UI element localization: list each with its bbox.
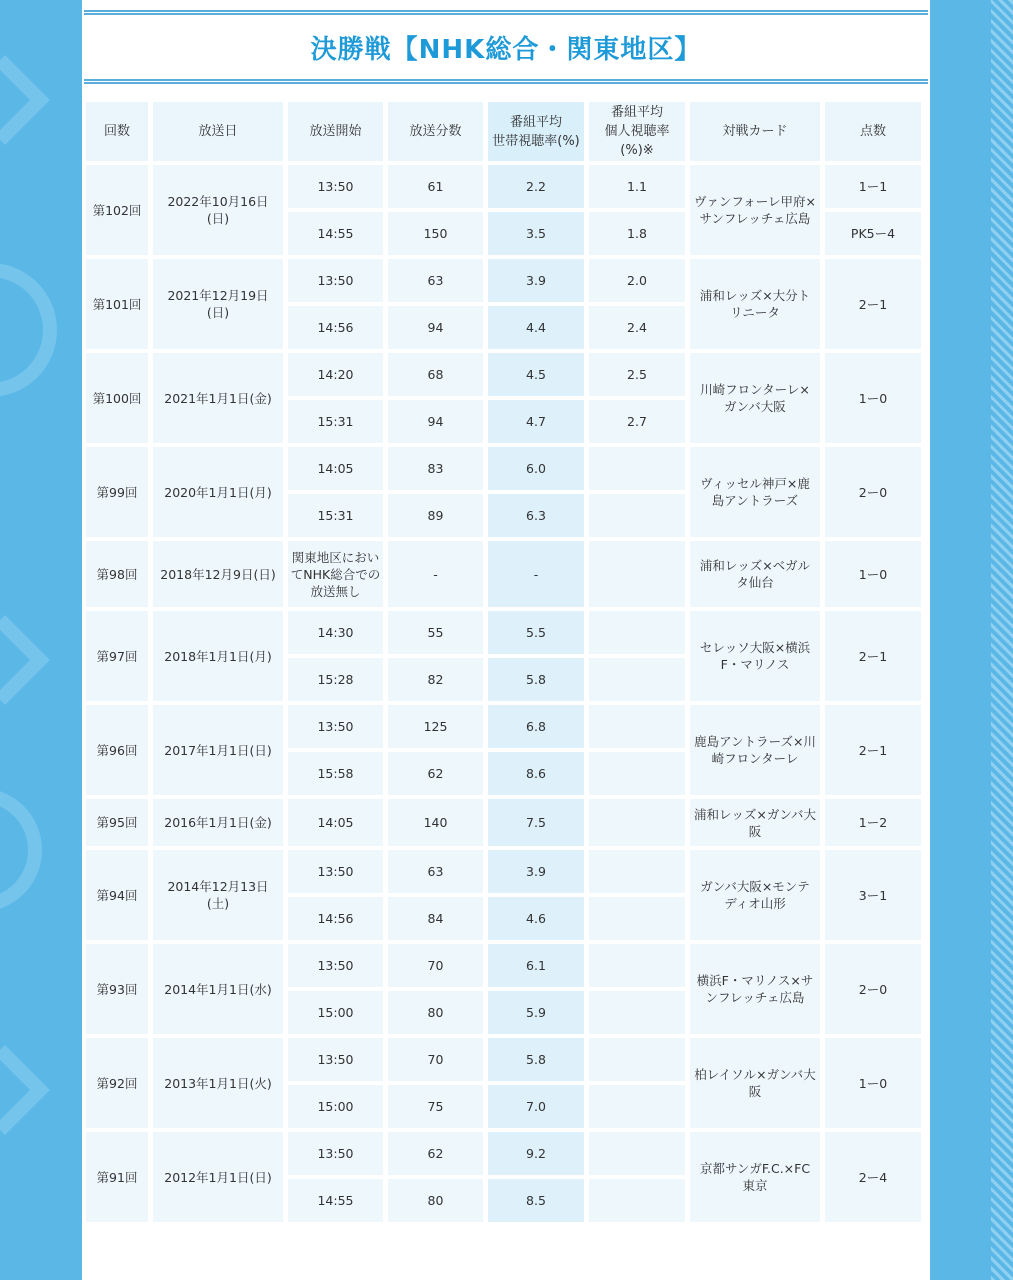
start-cell: 13:50	[288, 850, 383, 893]
minutes-cell: 61	[388, 165, 483, 208]
match-cell: 川崎フロンターレ×ガンバ大阪	[690, 353, 820, 443]
household-cell: 8.6	[488, 752, 584, 795]
match-cell: セレッソ大阪×横浜F・マリノス	[690, 611, 820, 701]
match-cell: 浦和レッズ×大分トリニータ	[690, 259, 820, 349]
start-cell: 13:50	[288, 944, 383, 987]
personal-cell: 2.5	[589, 353, 685, 396]
round-cell: 第99回	[86, 447, 148, 537]
household-cell: 5.5	[488, 611, 584, 654]
household-cell: 5.9	[488, 991, 584, 1034]
minutes-cell: 82	[388, 658, 483, 701]
header-date: 放送日	[153, 102, 283, 161]
round-cell: 第94回	[86, 850, 148, 940]
table-row	[86, 799, 921, 846]
table-row	[86, 944, 921, 987]
start-cell: 14:55	[288, 212, 383, 255]
minutes-cell: 125	[388, 705, 483, 748]
date-cell: 2021年12月19日(日)	[153, 259, 283, 349]
match-cell: 横浜F・マリノス×サンフレッチェ広島	[690, 944, 820, 1034]
start-cell: 13:50	[288, 165, 383, 208]
personal-cell	[589, 799, 685, 846]
personal-cell: 2.0	[589, 259, 685, 302]
minutes-cell: 89	[388, 494, 483, 537]
start-cell: 14:56	[288, 897, 383, 940]
minutes-cell: 94	[388, 306, 483, 349]
table-row	[86, 611, 921, 654]
round-cell: 第101回	[86, 259, 148, 349]
personal-cell	[589, 752, 685, 795]
minutes-cell: 75	[388, 1085, 483, 1128]
minutes-cell: 62	[388, 752, 483, 795]
header-match: 対戦カード	[690, 102, 820, 161]
household-cell: 3.9	[488, 259, 584, 302]
score-cell: 1ー0	[825, 1038, 921, 1128]
header-start: 放送開始	[288, 102, 383, 161]
personal-cell	[589, 611, 685, 654]
personal-cell: 1.1	[589, 165, 685, 208]
personal-cell	[589, 1179, 685, 1222]
minutes-cell: 140	[388, 799, 483, 846]
household-cell: 8.5	[488, 1179, 584, 1222]
score-cell: 2ー1	[825, 259, 921, 349]
round-cell: 第96回	[86, 705, 148, 795]
table-row	[86, 353, 921, 396]
date-cell: 2014年1月1日(水)	[153, 944, 283, 1034]
date-cell: 2020年1月1日(月)	[153, 447, 283, 537]
round-cell: 第93回	[86, 944, 148, 1034]
household-cell: 9.2	[488, 1132, 584, 1175]
header-personal-rating	[589, 102, 685, 161]
personal-cell	[589, 1132, 685, 1175]
household-cell: 7.5	[488, 799, 584, 846]
start-cell: 13:50	[288, 1132, 383, 1175]
header-personal-line1: 番組平均	[610, 105, 663, 120]
personal-cell	[589, 541, 685, 607]
start-cell: 15:58	[288, 752, 383, 795]
start-cell: 15:00	[288, 991, 383, 1034]
score-cell: 2ー0	[825, 447, 921, 537]
personal-cell	[589, 897, 685, 940]
table-row	[86, 1132, 921, 1175]
personal-cell: 2.4	[589, 306, 685, 349]
table-row	[86, 165, 921, 208]
match-cell: ヴァンフォーレ甲府×サンフレッチェ広島	[690, 165, 820, 255]
minutes-cell: 80	[388, 991, 483, 1034]
minutes-cell: 80	[388, 1179, 483, 1222]
round-cell: 第92回	[86, 1038, 148, 1128]
date-cell: 2018年1月1日(月)	[153, 611, 283, 701]
score-cell: 1ー1	[825, 165, 921, 208]
minutes-cell: 83	[388, 447, 483, 490]
match-cell: 柏レイソル×ガンバ大阪	[690, 1038, 820, 1128]
household-cell: 5.8	[488, 658, 584, 701]
minutes-cell: 68	[388, 353, 483, 396]
personal-cell: 1.8	[589, 212, 685, 255]
header-round: 回数	[86, 102, 148, 161]
date-cell: 2013年1月1日(火)	[153, 1038, 283, 1128]
personal-cell	[589, 1085, 685, 1128]
personal-cell	[589, 991, 685, 1034]
match-cell: ヴィッセル神戸×鹿島アントラーズ	[690, 447, 820, 537]
household-cell: 6.1	[488, 944, 584, 987]
ratings-table-wrap	[86, 98, 928, 1226]
table-row	[86, 1038, 921, 1081]
score-cell: 1ー2	[825, 799, 921, 846]
minutes-cell: 63	[388, 259, 483, 302]
date-cell: 2017年1月1日(日)	[153, 705, 283, 795]
minutes-cell: -	[388, 541, 483, 607]
header-row	[86, 102, 921, 161]
start-cell: 14:56	[288, 306, 383, 349]
header-household-line1: 番組平均	[509, 114, 562, 130]
score-cell: 1ー0	[825, 541, 921, 607]
minutes-cell: 63	[388, 850, 483, 893]
personal-cell	[589, 494, 685, 537]
decorative-stripe	[991, 0, 1013, 1280]
header-household-rating	[488, 102, 584, 161]
match-cell: 浦和レッズ×ベガルタ仙台	[690, 541, 820, 607]
header-personal-line2: 個人視聴率(%)※	[604, 124, 670, 158]
household-cell: 7.0	[488, 1085, 584, 1128]
start-cell: 15:31	[288, 400, 383, 443]
start-cell: 14:05	[288, 447, 383, 490]
start-cell: 14:05	[288, 799, 383, 846]
match-cell: 鹿島アントラーズ×川崎フロンターレ	[690, 705, 820, 795]
score-cell: 3ー1	[825, 850, 921, 940]
round-cell: 第98回	[86, 541, 148, 607]
header-score: 点数	[825, 102, 921, 161]
start-cell: 15:00	[288, 1085, 383, 1128]
personal-cell	[589, 447, 685, 490]
household-cell: 6.0	[488, 447, 584, 490]
table-row	[86, 259, 921, 302]
score-cell: 2ー1	[825, 705, 921, 795]
table-row	[86, 447, 921, 490]
date-cell: 2012年1月1日(日)	[153, 1132, 283, 1222]
round-cell: 第102回	[86, 165, 148, 255]
household-cell: 3.5	[488, 212, 584, 255]
minutes-cell: 70	[388, 1038, 483, 1081]
minutes-cell: 62	[388, 1132, 483, 1175]
household-cell: 6.8	[488, 705, 584, 748]
no-broadcast-note: 関東地区においてNHK総合での放送無し	[288, 541, 383, 607]
household-cell: 4.6	[488, 897, 584, 940]
score-cell: PK5ー4	[825, 212, 921, 255]
match-cell: 京都サンガF.C.×FC東京	[690, 1132, 820, 1222]
score-cell: 2ー1	[825, 611, 921, 701]
score-cell: 1ー0	[825, 353, 921, 443]
minutes-cell: 94	[388, 400, 483, 443]
header-household-line2: 世帯視聴率(%)	[492, 133, 580, 149]
household-cell: -	[488, 541, 584, 607]
start-cell: 14:55	[288, 1179, 383, 1222]
personal-cell	[589, 658, 685, 701]
round-cell: 第100回	[86, 353, 148, 443]
minutes-cell: 70	[388, 944, 483, 987]
round-cell: 第97回	[86, 611, 148, 701]
personal-cell: 2.7	[589, 400, 685, 443]
household-cell: 6.3	[488, 494, 584, 537]
minutes-cell: 55	[388, 611, 483, 654]
table-row	[86, 850, 921, 893]
household-cell: 3.9	[488, 850, 584, 893]
table-row	[86, 541, 921, 607]
start-cell: 15:28	[288, 658, 383, 701]
minutes-cell: 150	[388, 212, 483, 255]
start-cell: 13:50	[288, 1038, 383, 1081]
personal-cell	[589, 1038, 685, 1081]
date-cell: 2022年10月16日(日)	[153, 165, 283, 255]
score-cell: 2ー0	[825, 944, 921, 1034]
date-cell: 2021年1月1日(金)	[153, 353, 283, 443]
header-minutes: 放送分数	[388, 102, 483, 161]
household-cell: 5.8	[488, 1038, 584, 1081]
start-cell: 13:50	[288, 259, 383, 302]
household-cell: 4.4	[488, 306, 584, 349]
household-cell: 4.7	[488, 400, 584, 443]
start-cell: 14:20	[288, 353, 383, 396]
household-cell: 4.5	[488, 353, 584, 396]
start-cell: 14:30	[288, 611, 383, 654]
ratings-table	[81, 98, 926, 1226]
minutes-cell: 84	[388, 897, 483, 940]
table-row	[86, 705, 921, 748]
date-cell: 2016年1月1日(金)	[153, 799, 283, 846]
match-cell: 浦和レッズ×ガンバ大阪	[690, 799, 820, 846]
date-cell: 2018年12月9日(日)	[153, 541, 283, 607]
household-cell: 2.2	[488, 165, 584, 208]
title-bar	[84, 10, 928, 84]
personal-cell	[589, 705, 685, 748]
start-cell: 13:50	[288, 705, 383, 748]
round-cell: 第91回	[86, 1132, 148, 1222]
page-title: 決勝戦【NHK総合・関東地区】	[310, 34, 702, 65]
score-cell: 2ー4	[825, 1132, 921, 1222]
personal-cell	[589, 944, 685, 987]
round-cell: 第95回	[86, 799, 148, 846]
personal-cell	[589, 850, 685, 893]
match-cell: ガンバ大阪×モンテディオ山形	[690, 850, 820, 940]
start-cell: 15:31	[288, 494, 383, 537]
date-cell: 2014年12月13日(土)	[153, 850, 283, 940]
